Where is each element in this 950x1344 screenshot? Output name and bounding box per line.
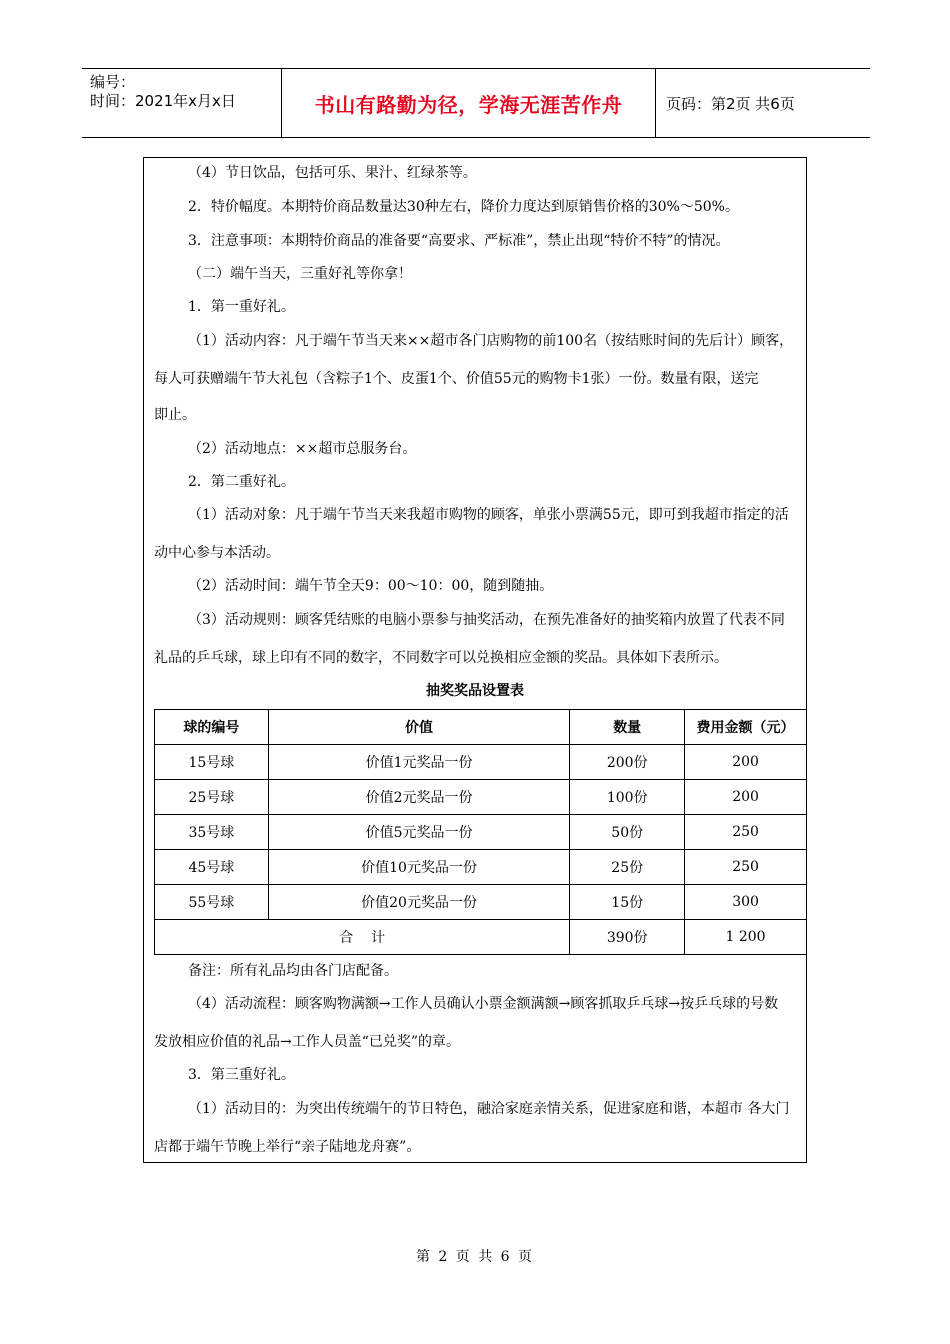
table-cell: 55号球 [155, 885, 269, 920]
column-header: 价值 [268, 710, 569, 745]
paragraph: 2．第二重好礼。 [188, 474, 295, 490]
table-title: 抽奖奖品设置表 [426, 683, 524, 699]
table-row [155, 745, 807, 780]
table-row [155, 885, 807, 920]
table-header-row [155, 710, 807, 745]
paragraph: （2）活动时间：端午节全天9：00～10：00，随到随抽。 [188, 578, 554, 594]
paragraph: （1）活动目的：为突出传统端午的节日特色，融洽家庭亲情关系，促进家庭和谐，本超市 各大门 [188, 1101, 790, 1117]
prize-table [154, 709, 807, 955]
page-footer: 第 2 页 共 6 页 [415, 1249, 535, 1265]
header-page-info: 页码：第2页 共6页 [666, 94, 795, 113]
table-cell: 50份 [570, 815, 685, 850]
paragraph: （1）活动内容：凡于端午节当天来××超市各门店购物的前100名（按结账时间的先后计）顾客， [188, 333, 794, 349]
paragraph: （二）端午当天，三重好礼等你拿！ [188, 266, 412, 282]
paragraph: 动中心参与本活动。 [154, 545, 280, 561]
column-header: 费用金额（元） [685, 710, 807, 745]
paragraph: 3．第三重好礼。 [188, 1067, 295, 1083]
table-row [155, 815, 807, 850]
header-meta [82, 69, 282, 137]
paragraph: 2．特价幅度。本期特价商品数量达30种左右，降价力度达到原销售价格的30%～50%。 [188, 199, 739, 215]
table-cell: 250 [685, 850, 807, 885]
total-label: 合 计 [155, 920, 570, 955]
total-amount: 1 200 [685, 920, 807, 955]
table-cell: 价值5元奖品一份 [268, 815, 569, 850]
table-cell: 25份 [570, 850, 685, 885]
table-cell: 300 [685, 885, 807, 920]
table-cell: 200 [685, 780, 807, 815]
paragraph: （3）活动规则：顾客凭结账的电脑小票参与抽奖活动，在预先准备好的抽奖箱内放置了代表不同 [188, 612, 785, 628]
table-row [155, 850, 807, 885]
paragraph: 礼品的乒乓球，球上印有不同的数字，不同数字可以兑换相应金额的奖品。具体如下表所示。 [154, 650, 728, 666]
table-cell: 价值20元奖品一份 [268, 885, 569, 920]
paragraph: （4）活动流程：顾客购物满额→工作人员确认小票金额满额→顾客抓取乒乓球→按乒乓球的号数 [188, 996, 779, 1012]
header-motto: 书山有路勤为径，学海无涯苦作舟 [282, 69, 656, 137]
table-cell: 25号球 [155, 780, 269, 815]
total-quantity: 390份 [570, 920, 685, 955]
paragraph: 每人可获赠端午节大礼包（含粽子1个、皮蛋1个、价值55元的购物卡1张）一份。数量有限，送完 [154, 371, 759, 387]
paragraph: （2）活动地点：××超市总服务台。 [188, 441, 417, 457]
paragraph: 3．注意事项：本期特价商品的准备要“高要求、严标准”，禁止出现“特价不特”的情况。 [188, 233, 730, 249]
table-cell: 45号球 [155, 850, 269, 885]
content-box [143, 157, 807, 1163]
table-cell: 100份 [570, 780, 685, 815]
paragraph: （4）节日饮品，包括可乐、果汁、红绿茶等。 [188, 165, 477, 181]
paragraph: （1）活动对象：凡于端午节当天来我超市购物的顾客，单张小票满55元，即可到我超市指定的活 [188, 507, 789, 523]
table-cell: 价值1元奖品一份 [268, 745, 569, 780]
table-cell: 15号球 [155, 745, 269, 780]
table-cell: 250 [685, 815, 807, 850]
paragraph: 发放相应价值的礼品→工作人员盖“已兑奖”的章。 [154, 1034, 461, 1050]
paragraph: 备注：所有礼品均由各门店配备。 [188, 963, 398, 979]
table-cell: 200 [685, 745, 807, 780]
column-header: 数量 [570, 710, 685, 745]
paragraph: 店都于端午节晚上举行“亲子陆地龙舟赛”。 [154, 1139, 421, 1155]
table-row [155, 780, 807, 815]
table-cell: 15份 [570, 885, 685, 920]
paragraph: 即止。 [154, 407, 196, 423]
column-header: 球的编号 [155, 710, 269, 745]
serial-label: 编号： [90, 73, 136, 91]
table-cell: 价值10元奖品一份 [268, 850, 569, 885]
table-total-row [155, 920, 807, 955]
table-cell: 价值2元奖品一份 [268, 780, 569, 815]
table-cell: 200份 [570, 745, 685, 780]
time-label: 时间：2021年x月x日 [90, 92, 236, 110]
paragraph: 1．第一重好礼。 [188, 299, 295, 315]
page-header [82, 68, 870, 138]
table-cell: 35号球 [155, 815, 269, 850]
